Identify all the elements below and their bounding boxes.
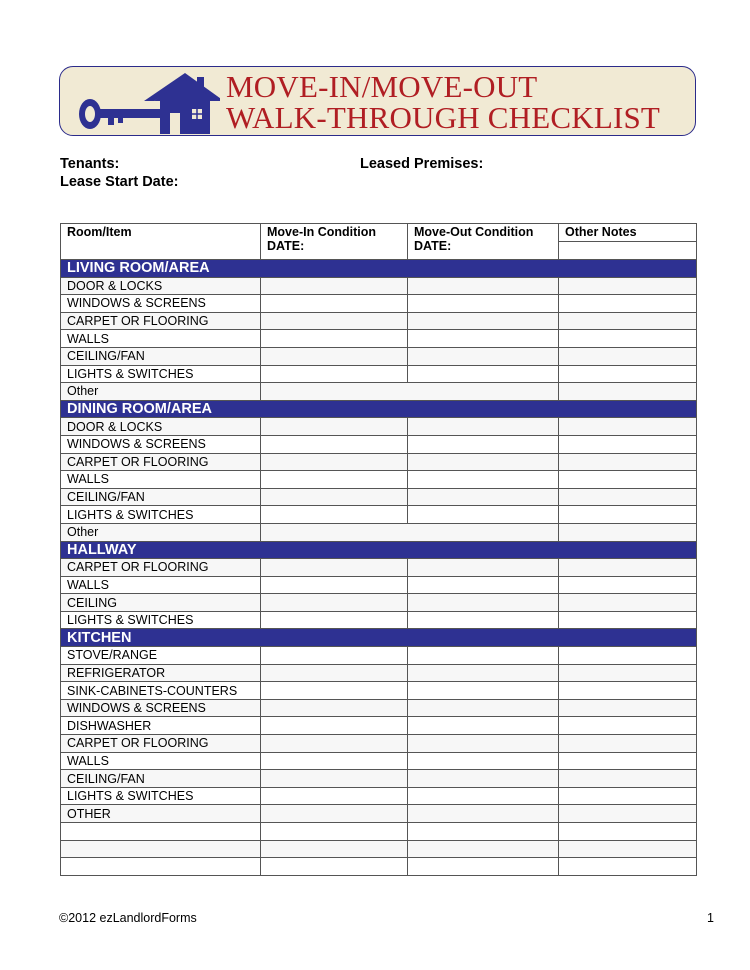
section-header-row [61, 541, 697, 559]
move-in-cell[interactable] [261, 699, 408, 717]
table-row [61, 823, 697, 841]
notes-cell[interactable] [559, 823, 697, 841]
table-row [61, 735, 697, 753]
move-in-cell[interactable] [261, 682, 408, 700]
move-out-cell[interactable] [408, 471, 559, 489]
section-title: KITCHEN [61, 629, 697, 647]
document-title [226, 71, 692, 133]
move-in-cell[interactable] [261, 418, 408, 436]
move-in-cell[interactable] [261, 488, 408, 506]
table-row [61, 559, 697, 577]
move-out-cell[interactable] [408, 594, 559, 612]
move-in-cell[interactable] [261, 576, 408, 594]
room-item-cell: CARPET OR FLOORING [61, 453, 261, 471]
move-out-cell[interactable] [408, 312, 559, 330]
leased-premises-label: Leased Premises: [360, 156, 484, 172]
table-row [61, 295, 697, 313]
room-item-cell: WINDOWS & SCREENS [61, 699, 261, 717]
move-out-cell[interactable] [408, 347, 559, 365]
section-title: HALLWAY [61, 541, 697, 559]
move-in-cell[interactable] [261, 594, 408, 612]
move-out-cell[interactable] [408, 823, 559, 841]
room-item-cell: LIGHTS & SWITCHES [61, 365, 261, 383]
move-out-cell[interactable] [408, 664, 559, 682]
move-in-cell[interactable] [261, 717, 408, 735]
move-out-cell[interactable] [408, 717, 559, 735]
move-out-cell[interactable] [408, 787, 559, 805]
move-out-cell[interactable] [408, 506, 559, 524]
table-header-row [61, 224, 697, 242]
move-in-cell[interactable] [261, 453, 408, 471]
table-row [61, 752, 697, 770]
room-item-cell: CEILING/FAN [61, 347, 261, 365]
move-in-cell[interactable] [261, 647, 408, 665]
notes-cell[interactable] [559, 506, 697, 524]
room-item-cell [61, 823, 261, 841]
tenants-label: Tenants: [60, 156, 120, 172]
room-item-cell [61, 858, 261, 876]
room-item-cell: LIGHTS & SWITCHES [61, 506, 261, 524]
move-out-cell[interactable] [408, 647, 559, 665]
table-row [61, 611, 697, 629]
condition-cell[interactable] [261, 383, 559, 401]
table-row [61, 805, 697, 823]
table-row [61, 347, 697, 365]
footer-copyright: ©2012 ezLandlordForms [59, 911, 197, 925]
move-in-cell[interactable] [261, 752, 408, 770]
room-item-cell: LIGHTS & SWITCHES [61, 611, 261, 629]
notes-cell[interactable] [559, 664, 697, 682]
move-out-cell[interactable] [408, 488, 559, 506]
room-item-cell: SINK-CABINETS-COUNTERS [61, 682, 261, 700]
page-number: 1 [707, 911, 714, 925]
notes-cell[interactable] [559, 770, 697, 788]
move-out-cell[interactable] [408, 559, 559, 577]
table-row [61, 277, 697, 295]
notes-cell[interactable] [559, 805, 697, 823]
notes-cell[interactable] [559, 752, 697, 770]
move-in-cell[interactable] [261, 435, 408, 453]
move-out-cell[interactable] [408, 365, 559, 383]
move-out-cell[interactable] [408, 611, 559, 629]
notes-cell[interactable] [559, 365, 697, 383]
move-out-cell[interactable] [408, 770, 559, 788]
notes-cell[interactable] [559, 330, 697, 348]
notes-cell[interactable] [559, 699, 697, 717]
move-in-cell[interactable] [261, 611, 408, 629]
notes-cell[interactable] [559, 488, 697, 506]
notes-cell[interactable] [559, 418, 697, 436]
move-in-cell[interactable] [261, 471, 408, 489]
room-item-cell: DISHWASHER [61, 717, 261, 735]
condition-cell[interactable] [261, 523, 559, 541]
table-row [61, 770, 697, 788]
move-out-cell[interactable] [408, 752, 559, 770]
move-in-cell[interactable] [261, 277, 408, 295]
title-line-1: MOVE-IN/MOVE-OUT [226, 69, 538, 104]
table-row [61, 840, 697, 858]
notes-cell[interactable] [559, 453, 697, 471]
table-row [61, 435, 697, 453]
move-in-cell[interactable] [261, 787, 408, 805]
lease-start-date-label: Lease Start Date: [60, 174, 179, 190]
room-item-cell: Other [61, 383, 261, 401]
move-out-cell[interactable] [408, 453, 559, 471]
notes-cell[interactable] [559, 295, 697, 313]
room-item-cell: CARPET OR FLOORING [61, 735, 261, 753]
move-out-cell[interactable] [408, 435, 559, 453]
table-row [61, 453, 697, 471]
move-in-cell[interactable] [261, 312, 408, 330]
room-item-cell: WALLS [61, 471, 261, 489]
table-row [61, 330, 697, 348]
notes-cell[interactable] [559, 576, 697, 594]
room-item-cell: WINDOWS & SCREENS [61, 435, 261, 453]
room-item-cell [61, 840, 261, 858]
room-item-cell: DOOR & LOCKS [61, 418, 261, 436]
move-in-cell[interactable] [261, 805, 408, 823]
room-item-cell: DOOR & LOCKS [61, 277, 261, 295]
move-out-cell[interactable] [408, 295, 559, 313]
key-house-icon [72, 71, 220, 135]
room-item-cell: WINDOWS & SCREENS [61, 295, 261, 313]
table-row [61, 787, 697, 805]
section-header-row [61, 260, 697, 278]
move-out-cell[interactable] [408, 735, 559, 753]
notes-cell[interactable] [559, 840, 697, 858]
room-item-cell: REFRIGERATOR [61, 664, 261, 682]
room-item-cell: WALLS [61, 330, 261, 348]
room-item-header: Room/Item [61, 224, 261, 260]
room-item-cell: WALLS [61, 576, 261, 594]
section-header-row [61, 629, 697, 647]
table-row [61, 594, 697, 612]
title-line-2: WALK-THROUGH CHECKLIST [226, 100, 661, 135]
table-row [61, 682, 697, 700]
notes-cell[interactable] [559, 717, 697, 735]
checklist-table [60, 223, 697, 876]
table-row [61, 383, 697, 401]
move-out-header: Move-Out Condition DATE: [408, 224, 559, 260]
room-item-cell: LIGHTS & SWITCHES [61, 787, 261, 805]
table-row [61, 576, 697, 594]
notes-cell[interactable] [559, 611, 697, 629]
room-item-cell: STOVE/RANGE [61, 647, 261, 665]
table-row [61, 699, 697, 717]
section-title: LIVING ROOM/AREA [61, 260, 697, 278]
move-in-cell[interactable] [261, 664, 408, 682]
other-notes-header: Other Notes [559, 224, 697, 242]
move-out-cell[interactable] [408, 858, 559, 876]
notes-cell[interactable] [559, 435, 697, 453]
room-item-cell: CARPET OR FLOORING [61, 312, 261, 330]
move-in-cell[interactable] [261, 858, 408, 876]
notes-cell[interactable] [559, 383, 697, 401]
room-item-cell: OTHER [61, 805, 261, 823]
move-in-cell[interactable] [261, 735, 408, 753]
move-in-cell[interactable] [261, 840, 408, 858]
move-in-cell[interactable] [261, 330, 408, 348]
move-in-cell[interactable] [261, 295, 408, 313]
room-item-cell: CEILING [61, 594, 261, 612]
table-row [61, 506, 697, 524]
notes-cell[interactable] [559, 647, 697, 665]
notes-cell[interactable] [559, 682, 697, 700]
move-out-cell[interactable] [408, 277, 559, 295]
notes-cell[interactable] [559, 277, 697, 295]
move-in-cell[interactable] [261, 506, 408, 524]
room-item-cell: Other [61, 523, 261, 541]
title-banner [59, 66, 696, 136]
notes-cell[interactable] [559, 347, 697, 365]
table-row [61, 312, 697, 330]
table-row [61, 647, 697, 665]
move-out-cell[interactable] [408, 840, 559, 858]
move-out-cell[interactable] [408, 418, 559, 436]
table-row [61, 471, 697, 489]
other-notes-subheader[interactable] [559, 242, 697, 260]
move-out-cell[interactable] [408, 805, 559, 823]
move-in-cell[interactable] [261, 347, 408, 365]
room-item-cell: CEILING/FAN [61, 770, 261, 788]
section-header-row [61, 400, 697, 418]
notes-cell[interactable] [559, 787, 697, 805]
notes-cell[interactable] [559, 312, 697, 330]
table-row [61, 664, 697, 682]
table-row [61, 418, 697, 436]
notes-cell[interactable] [559, 858, 697, 876]
room-item-cell: CEILING/FAN [61, 488, 261, 506]
table-row [61, 488, 697, 506]
room-item-cell: WALLS [61, 752, 261, 770]
room-item-cell: CARPET OR FLOORING [61, 559, 261, 577]
table-row [61, 523, 697, 541]
move-in-cell[interactable] [261, 770, 408, 788]
table-row [61, 365, 697, 383]
notes-cell[interactable] [559, 735, 697, 753]
move-in-cell[interactable] [261, 823, 408, 841]
move-out-cell[interactable] [408, 682, 559, 700]
move-out-cell[interactable] [408, 699, 559, 717]
table-row [61, 858, 697, 876]
notes-cell[interactable] [559, 471, 697, 489]
move-out-cell[interactable] [408, 576, 559, 594]
table-row [61, 717, 697, 735]
move-in-cell[interactable] [261, 365, 408, 383]
move-out-cell[interactable] [408, 330, 559, 348]
section-title: DINING ROOM/AREA [61, 400, 697, 418]
notes-cell[interactable] [559, 559, 697, 577]
notes-cell[interactable] [559, 594, 697, 612]
notes-cell[interactable] [559, 523, 697, 541]
move-in-cell[interactable] [261, 559, 408, 577]
move-in-header: Move-In Condition DATE: [261, 224, 408, 260]
